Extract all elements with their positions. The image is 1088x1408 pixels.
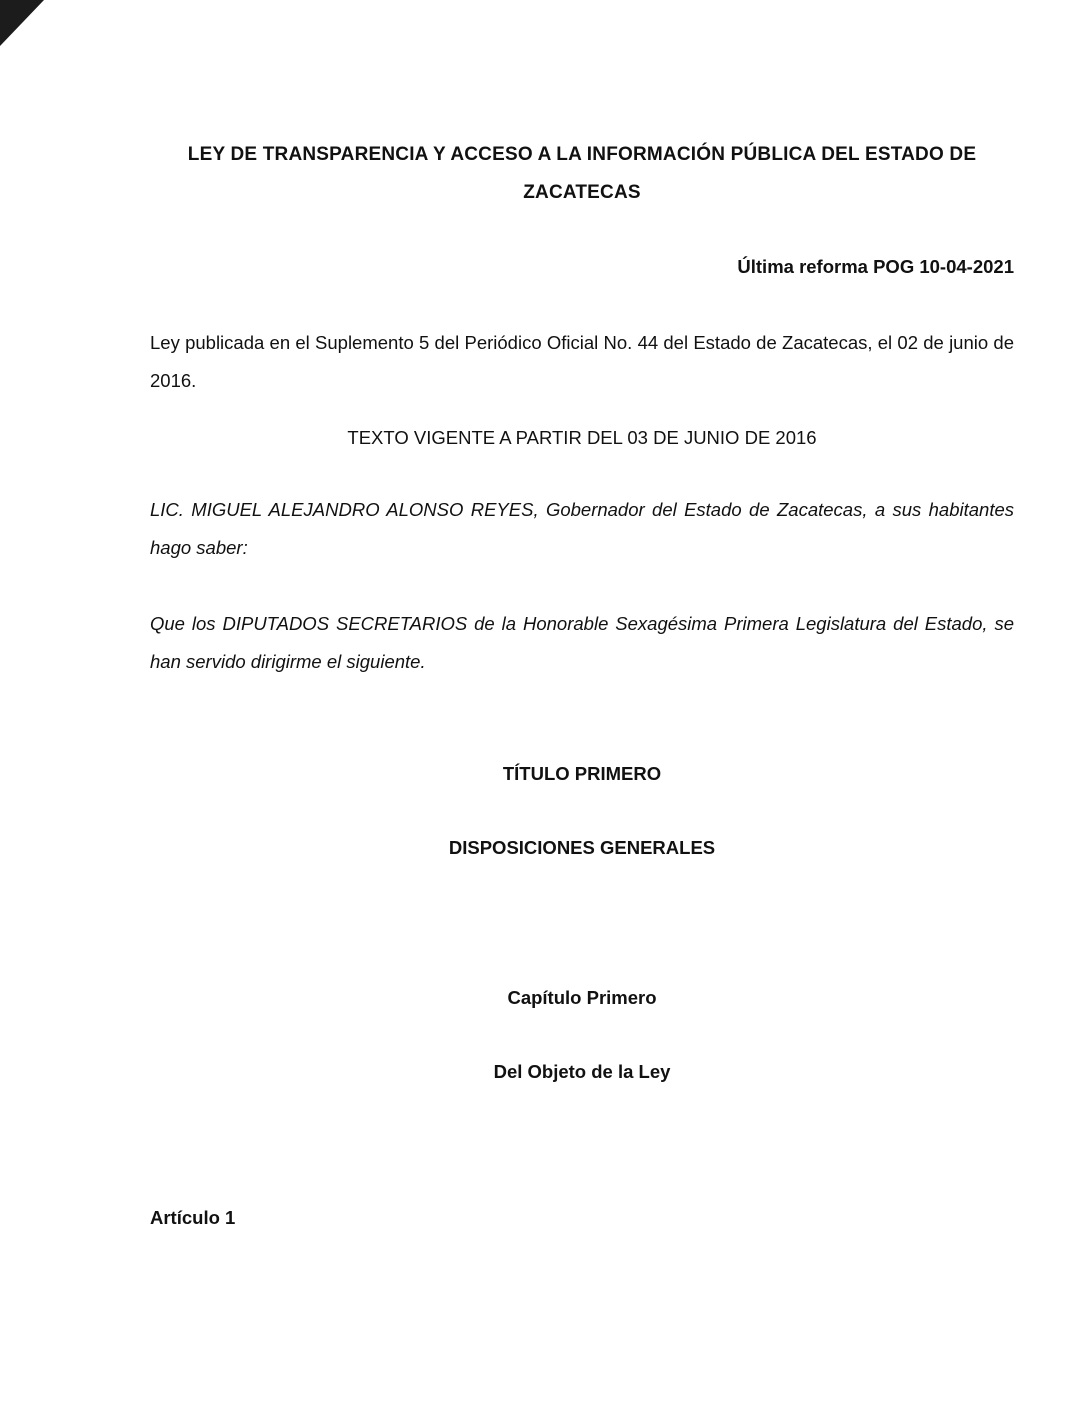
titulo-primero-heading: TÍTULO PRIMERO [502, 762, 662, 784]
capitulo-primero-heading: Capítulo Primero [507, 986, 657, 1008]
deputies-statement-paragraph: Que los DIPUTADOS SECRETARIOS de la Honorable Sexagésima Primera Legislatura del Estado, se han servido dirigirme el siguiente. [150, 612, 1014, 672]
objeto-de-la-ley-heading: Del Objeto de la Ley [493, 1060, 671, 1082]
document-content [150, 136, 1014, 1255]
document-title: LEY DE TRANSPARENCIA Y ACCESO A LA INFORMACIÓN PÚBLICA DEL ESTADO DE ZACATECAS [187, 144, 977, 203]
vigencia-line: TEXTO VIGENTE A PARTIR DEL 03 DE JUNIO DE 2016 [347, 426, 817, 448]
page-corner-scan-artifact [0, 0, 44, 46]
disposiciones-generales-heading: DISPOSICIONES GENERALES [448, 836, 716, 858]
articulo-1-label: Artículo 1 [150, 1206, 236, 1228]
last-reform-note: Última reforma POG 10-04-2021 [737, 256, 1014, 277]
governor-statement-paragraph: LIC. MIGUEL ALEJANDRO ALONSO REYES, Gobernador del Estado de Zacatecas, a sus habitantes hago saber: [150, 498, 1014, 558]
publication-paragraph: Ley publicada en el Suplemento 5 del Periódico Oficial No. 44 del Estado de Zacatecas, el 02 de junio de 2016. [150, 332, 1014, 391]
